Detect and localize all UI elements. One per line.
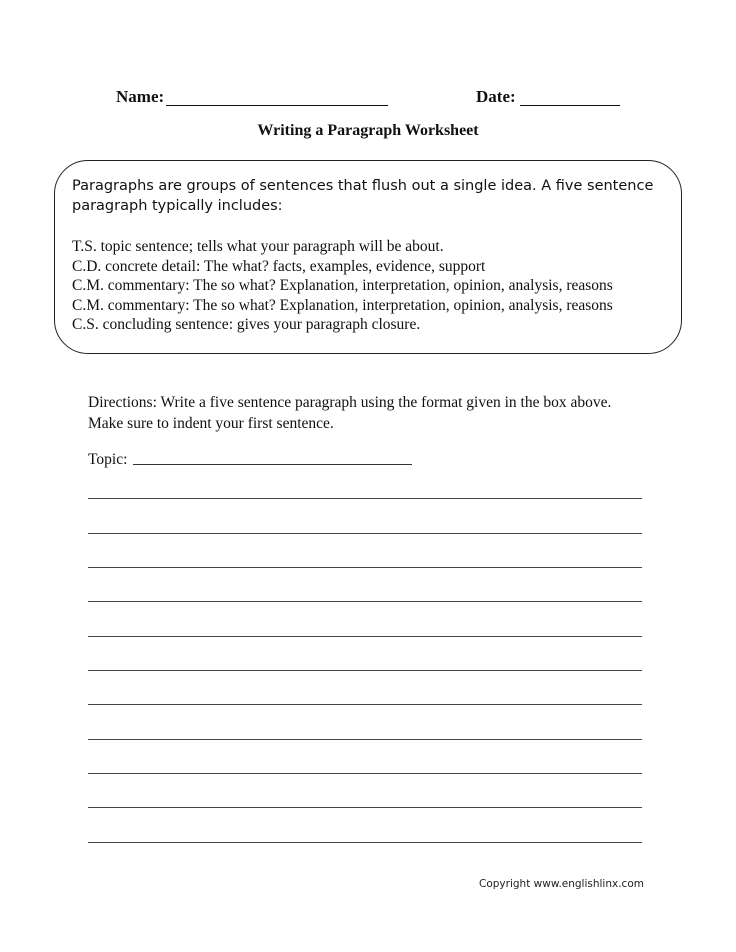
info-item-commentary-2: C.M. commentary: The so what? Explanation, interpretation, opinion, analysis, reasons	[72, 296, 613, 314]
writing-line[interactable]	[88, 533, 642, 534]
info-items	[72, 237, 682, 335]
header-row	[0, 86, 736, 112]
worksheet-title: Writing a Paragraph Worksheet	[257, 122, 479, 139]
writing-line[interactable]	[88, 567, 642, 568]
topic-field[interactable]	[133, 464, 412, 465]
directions-text: Directions: Write a five sentence paragraph using the format given in the box above. Make sure to indent your first sentence.	[88, 394, 612, 432]
writing-line[interactable]	[88, 739, 642, 740]
writing-line[interactable]	[88, 773, 642, 774]
name-field[interactable]	[166, 105, 388, 106]
info-item-concluding-sentence: C.S. concluding sentence: gives your paragraph closure.	[72, 316, 421, 333]
info-intro: Paragraphs are groups of sentences that flush out a single idea. A five sentence paragraph typically includes:	[72, 178, 654, 214]
date-field[interactable]	[520, 105, 620, 106]
copyright-text: Copyright www.englishlinx.com	[479, 878, 644, 890]
writing-line[interactable]	[88, 636, 642, 637]
writing-line[interactable]	[88, 807, 642, 808]
info-item-concrete-detail: C.D. concrete detail: The what? facts, examples, evidence, support	[72, 257, 486, 275]
writing-line[interactable]	[88, 842, 642, 843]
date-label: Date:	[476, 87, 516, 106]
topic-label: Topic:	[88, 451, 128, 468]
writing-line[interactable]	[88, 601, 642, 602]
name-label: Name:	[116, 87, 165, 106]
info-item-topic-sentence: T.S. topic sentence; tells what your paragraph will be about.	[72, 238, 444, 255]
writing-line[interactable]	[88, 670, 642, 671]
writing-line[interactable]	[88, 704, 642, 705]
info-item-commentary-1: C.M. commentary: The so what? Explanation, interpretation, opinion, analysis, reasons	[72, 277, 613, 294]
writing-line[interactable]	[88, 498, 642, 499]
